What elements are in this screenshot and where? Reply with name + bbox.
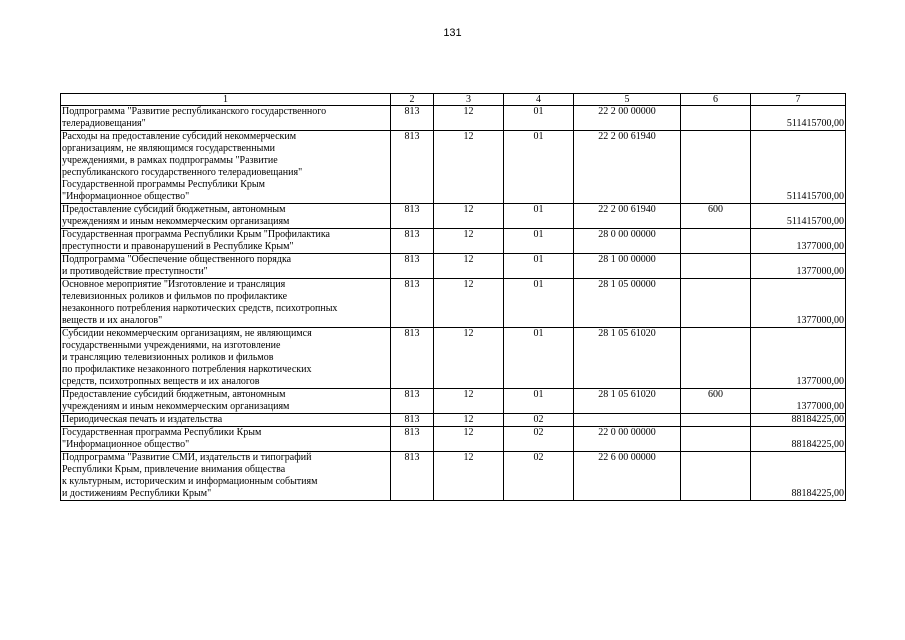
item-name-line: Государственная программа Республики Крым (62, 427, 262, 438)
target-article-cell: 28 0 00 00000 (574, 229, 681, 254)
item-name-line: телевизионных роликов и фильмов по профилактике (62, 291, 288, 302)
section-cell: 12 (434, 229, 504, 254)
item-name-line: Расходы на предоставление субсидий некоммерческим (62, 131, 297, 142)
subsection-cell: 02 (504, 427, 574, 452)
item-name-line: преступности и правонарушений в Республике Крым" (62, 241, 294, 252)
expense-type-cell (681, 452, 751, 501)
item-name-cell (61, 204, 391, 229)
target-article-cell: 28 1 05 61020 (574, 328, 681, 389)
subsection-cell: 01 (504, 229, 574, 254)
item-name-line: веществ и их аналогов" (62, 315, 163, 326)
item-name-line: Предоставление субсидий бюджетным, автономным (62, 204, 286, 215)
expense-type-cell (681, 279, 751, 328)
amount-cell: 88184225,00 (751, 452, 846, 501)
amount-cell: 88184225,00 (751, 414, 846, 427)
amount-cell: 511415700,00 (751, 106, 846, 131)
item-name-line: к культурным, историческим и информационным событиям (62, 476, 318, 487)
item-name-line: Основное мероприятие "Изготовление и трансляция (62, 279, 286, 290)
grbs-cell: 813 (391, 106, 434, 131)
section-cell: 12 (434, 414, 504, 427)
grbs-cell: 813 (391, 452, 434, 501)
item-name-cell (61, 414, 391, 427)
subsection-cell: 02 (504, 414, 574, 427)
amount-cell: 88184225,00 (751, 427, 846, 452)
subsection-cell: 01 (504, 389, 574, 414)
section-cell: 12 (434, 452, 504, 501)
expense-type-cell (681, 414, 751, 427)
item-name-line: организациям, не являющимся государственными (62, 143, 276, 154)
expense-type-cell (681, 131, 751, 204)
table-header-row (61, 94, 846, 106)
grbs-cell: 813 (391, 427, 434, 452)
grbs-cell: 813 (391, 229, 434, 254)
amount-cell: 1377000,00 (751, 389, 846, 414)
target-article-cell (574, 414, 681, 427)
subsection-cell: 01 (504, 279, 574, 328)
grbs-cell: 813 (391, 414, 434, 427)
grbs-cell: 813 (391, 131, 434, 204)
table-row (61, 131, 846, 204)
subsection-cell: 01 (504, 328, 574, 389)
table-row (61, 229, 846, 254)
item-name-line: государственными учреждениями, на изготовление (62, 340, 281, 351)
table-row (61, 254, 846, 279)
target-article-cell: 22 0 00 00000 (574, 427, 681, 452)
header-cell: 7 (751, 94, 846, 106)
item-name-cell (61, 279, 391, 328)
subsection-cell: 01 (504, 106, 574, 131)
expense-type-cell (681, 106, 751, 131)
item-name-cell (61, 131, 391, 204)
item-name-line: Подпрограмма "Развитие республиканского государственного (62, 106, 327, 117)
subsection-cell: 01 (504, 254, 574, 279)
table-row (61, 106, 846, 131)
item-name-line: республиканского государственного телерадиовещания" (62, 167, 303, 178)
amount-cell: 1377000,00 (751, 254, 846, 279)
expense-type-cell: 600 (681, 389, 751, 414)
item-name-cell (61, 452, 391, 501)
item-name-cell (61, 254, 391, 279)
amount-cell: 1377000,00 (751, 328, 846, 389)
section-cell: 12 (434, 328, 504, 389)
amount-cell: 511415700,00 (751, 204, 846, 229)
item-name-line: и противодействие преступности" (62, 266, 208, 277)
amount-cell: 1377000,00 (751, 279, 846, 328)
target-article-cell: 28 1 05 00000 (574, 279, 681, 328)
item-name-cell (61, 427, 391, 452)
section-cell: 12 (434, 131, 504, 204)
target-article-cell: 22 6 00 00000 (574, 452, 681, 501)
table-row (61, 204, 846, 229)
item-name-line: Республики Крым, привлечение внимания общества (62, 464, 286, 475)
table-row (61, 279, 846, 328)
grbs-cell: 813 (391, 279, 434, 328)
expense-type-cell: 600 (681, 204, 751, 229)
item-name-line: Периодическая печать и издательства (62, 414, 223, 425)
item-name-line: и достижениям Республики Крым" (62, 488, 212, 499)
section-cell: 12 (434, 106, 504, 131)
item-name-line: и трансляцию телевизионных роликов и фильмов (62, 352, 274, 363)
section-cell: 12 (434, 427, 504, 452)
item-name-cell (61, 389, 391, 414)
grbs-cell: 813 (391, 389, 434, 414)
expense-type-cell (681, 427, 751, 452)
item-name-line: Государственная программа Республики Крым "Профилактика (62, 229, 330, 240)
section-cell: 12 (434, 279, 504, 328)
item-name-line: Субсидии некоммерческим организациям, не являющимся (62, 328, 312, 339)
amount-cell: 511415700,00 (751, 131, 846, 204)
item-name-cell (61, 328, 391, 389)
item-name-line: Предоставление субсидий бюджетным, автономным (62, 389, 286, 400)
item-name-line: по профилактике незаконного потребления наркотических (62, 364, 312, 375)
expense-type-cell (681, 229, 751, 254)
subsection-cell: 02 (504, 452, 574, 501)
item-name-line: телерадиовещания" (62, 118, 146, 129)
target-article-cell: 22 2 00 00000 (574, 106, 681, 131)
header-cell: 1 (61, 94, 391, 106)
item-name-line: незаконного потребления наркотических средств, психотропных (62, 303, 338, 314)
item-name-cell (61, 229, 391, 254)
section-cell: 12 (434, 389, 504, 414)
item-name-line: "Информационное общество" (62, 439, 190, 450)
table-row (61, 452, 846, 501)
item-name-line: учреждениям и иным некоммерческим организациям (62, 216, 290, 227)
table-row (61, 389, 846, 414)
grbs-cell: 813 (391, 254, 434, 279)
subsection-cell: 01 (504, 131, 574, 204)
expense-type-cell (681, 328, 751, 389)
budget-table (60, 93, 846, 501)
target-article-cell: 22 2 00 61940 (574, 131, 681, 204)
grbs-cell: 813 (391, 328, 434, 389)
header-cell: 2 (391, 94, 434, 106)
subsection-cell: 01 (504, 204, 574, 229)
amount-cell: 1377000,00 (751, 229, 846, 254)
table-row (61, 427, 846, 452)
header-cell: 3 (434, 94, 504, 106)
grbs-cell: 813 (391, 204, 434, 229)
item-name-line: учреждениям и иным некоммерческим организациям (62, 401, 290, 412)
expense-type-cell (681, 254, 751, 279)
item-name-line: учреждениями, в рамках подпрограммы "Развитие (62, 155, 278, 166)
header-cell: 5 (574, 94, 681, 106)
table-row (61, 328, 846, 389)
target-article-cell: 28 1 05 61020 (574, 389, 681, 414)
item-name-cell (61, 106, 391, 131)
table-row (61, 414, 846, 427)
item-name-line: средств, психотропных веществ и их аналогов (62, 376, 260, 387)
target-article-cell: 28 1 00 00000 (574, 254, 681, 279)
section-cell: 12 (434, 254, 504, 279)
header-cell: 4 (504, 94, 574, 106)
item-name-line: Подпрограмма "Развитие СМИ, издательств и типографий (62, 452, 312, 463)
item-name-line: Подпрограмма "Обеспечение общественного порядка (62, 254, 292, 265)
section-cell: 12 (434, 204, 504, 229)
item-name-line: "Информационное общество" (62, 191, 190, 202)
target-article-cell: 22 2 00 61940 (574, 204, 681, 229)
item-name-line: Государственной программы Республики Крым (62, 179, 265, 190)
header-cell: 6 (681, 94, 751, 106)
page-number: 131 (443, 27, 462, 39)
